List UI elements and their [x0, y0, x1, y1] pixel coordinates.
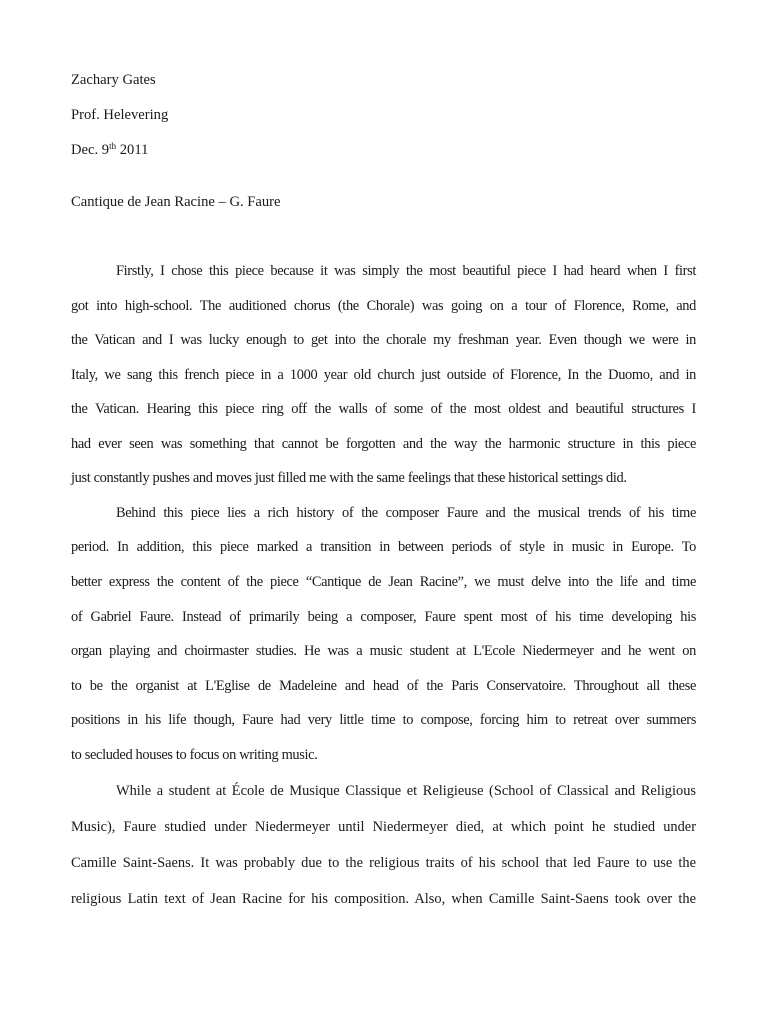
date-year: 2011 — [116, 142, 149, 158]
body-line: period. In addition, this piece marked a transition in between periods of style in music in Europe. To — [71, 539, 696, 555]
document-title: Cantique de Jean Racine – G. Faure — [71, 194, 281, 210]
body-line: While a student at École de Musique Classique et Religieuse (School of Classical and Religious — [116, 783, 696, 799]
body-line: Music), Faure studied under Niedermeyer until Niedermeyer died, at which point he studied under — [71, 819, 696, 835]
body-line: Camille Saint-Saens. It was probably due to the religious traits of his school that led Faure to use the — [71, 855, 696, 871]
body-line: organ playing and choirmaster studies. He was a music student at L'Ecole Niedermeyer and he went on — [71, 643, 696, 659]
professor-name: Prof. Helevering — [71, 107, 169, 123]
body-line: better express the content of the piece “Cantique de Jean Racine”, we must delve into the life and time — [71, 574, 696, 590]
document-date — [71, 141, 148, 159]
body-line: to secluded houses to focus on writing music. — [71, 747, 318, 763]
body-line: religious Latin text of Jean Racine for his composition. Also, when Camille Saint-Saens took over the — [71, 891, 696, 907]
body-line: Firstly, I chose this piece because it was simply the most beautiful piece I had heard when I first — [116, 263, 696, 279]
body-line: of Gabriel Faure. Instead of primarily being a composer, Faure spent most of his time developing his — [71, 609, 696, 625]
body-line: positions in his life though, Faure had very little time to compose, forcing him to retreat over summers — [71, 712, 696, 728]
body-line: Behind this piece lies a rich history of the composer Faure and the musical trends of his time — [116, 505, 696, 521]
body-line: got into high-school. The auditioned chorus (the Chorale) was going on a tour of Florence, Rome, and — [71, 298, 696, 314]
body-line: Italy, we sang this french piece in a 1000 year old church just outside of Florence, In the Duomo, and in — [71, 367, 696, 383]
body-line: had ever seen was something that cannot be forgotten and the way the harmonic structure in this piece — [71, 436, 696, 452]
body-line: just constantly pushes and moves just filled me with the same feelings that these historical settings did. — [71, 470, 627, 486]
date-prefix: Dec. 9 — [71, 142, 110, 158]
body-line: the Vatican. Hearing this piece ring off the walls of some of the most oldest and beautiful structures I — [71, 401, 696, 417]
body-line: the Vatican and I was lucky enough to get into the chorale my freshman year. Even though we were in — [71, 332, 696, 348]
date-ordinal: th — [109, 141, 117, 151]
author-name: Zachary Gates — [71, 72, 156, 88]
body-line: to be the organist at L'Eglise de Madeleine and head of the Paris Conservatoire. Throughout all these — [71, 678, 696, 694]
